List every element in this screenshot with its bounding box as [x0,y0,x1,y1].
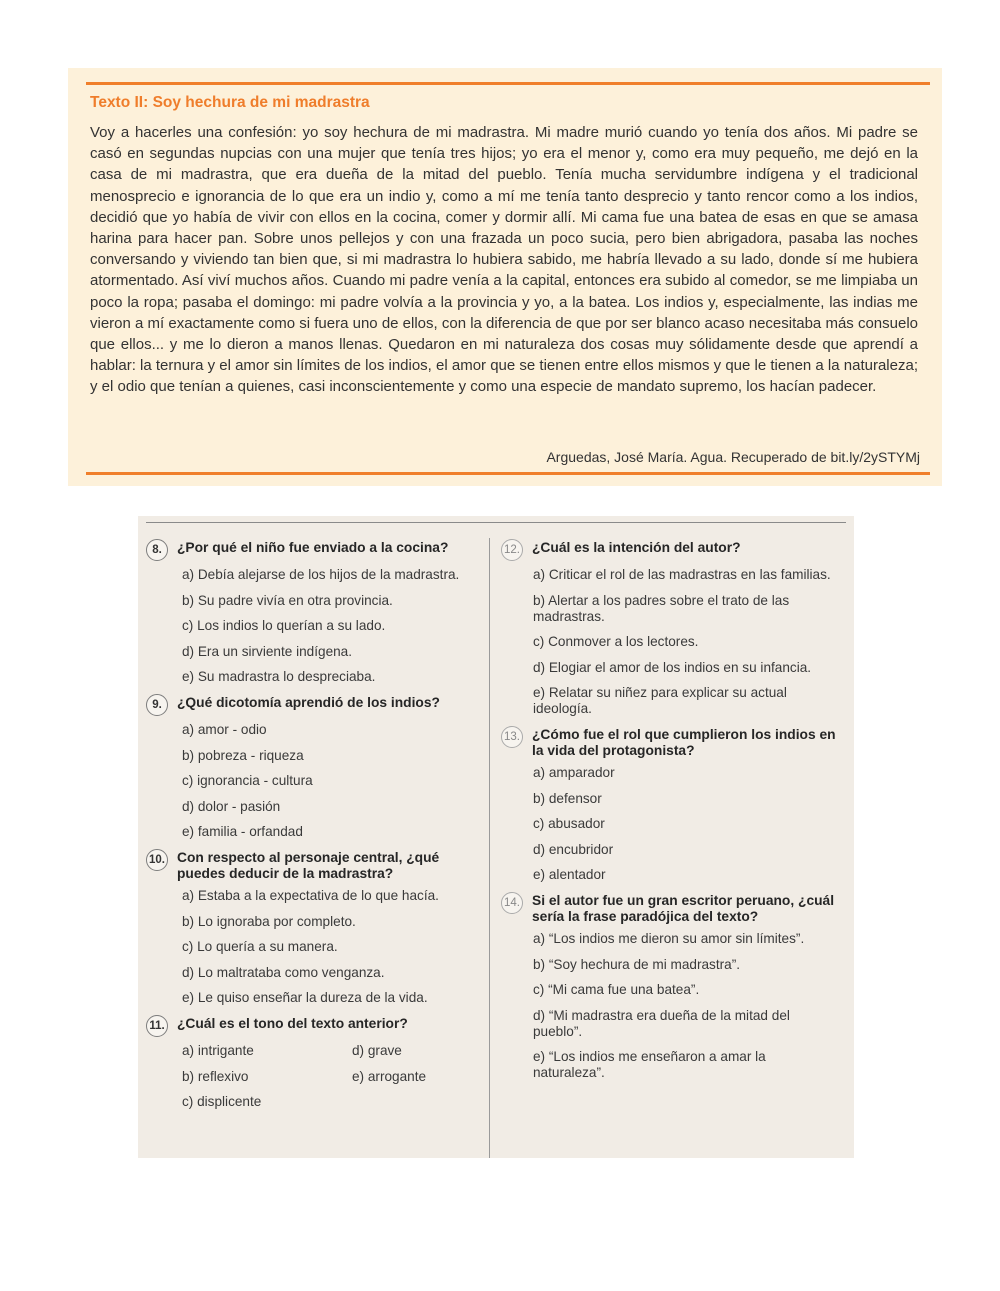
option-c[interactable]: c) Los indios lo querían a su lado. [182,618,386,634]
question-number-badge: 14. [501,892,523,914]
left-column [146,540,480,1119]
reading-title: Texto II: Soy hechura de mi madrastra [90,94,370,111]
reading-source: Arguedas, José María. Agua. Recuperado de bit.ly/2ySTYMj [546,449,920,465]
question-13 [501,727,837,883]
option-e[interactable]: e) Relatar su niñez para explicar su actual ideología. [533,685,787,717]
option-b[interactable]: b) Lo ignoraba por completo. [182,913,356,929]
option-d[interactable]: d) “Mi madrastra era dueña de la mitad del pueblo”. [533,1007,790,1039]
options-list [146,722,480,840]
question-text: Con respecto al personaje central, ¿qué puedes deducir de la madrastra? [177,849,440,881]
options-list [501,931,837,1081]
top-divider [86,82,930,85]
option-b[interactable]: b) Su padre vivía en otra provincia. [182,592,393,608]
options-grid [146,1043,480,1110]
option-c[interactable]: c) Lo quería a su manera. [182,939,338,955]
option-d[interactable]: d) Elogiar el amor de los indios en su infancia. [533,659,812,675]
question-text: ¿Cuál es la intención del autor? [532,540,741,555]
option-c[interactable]: c) abusador [533,816,605,832]
options-list [501,765,837,883]
reading-card [68,68,942,486]
question-12 [501,540,837,717]
option-e[interactable]: e) familia - orfandad [182,824,303,840]
options-list [501,567,837,717]
option-c[interactable]: c) “Mi cama fue una batea”. [533,982,700,998]
question-number-badge: 11. [146,1015,168,1037]
option-a[interactable]: a) Debía alejarse de los hijos de la madrastra. [182,567,460,582]
question-10 [146,850,480,1006]
option-d[interactable]: d) encubridor [533,841,614,857]
question-11 [146,1016,480,1110]
option-a[interactable]: a) Estaba a la expectativa de lo que hacía. [182,887,439,903]
option-b[interactable]: b) “Soy hechura de mi madrastra”. [533,956,741,972]
options-list [146,567,480,685]
question-14 [501,893,837,1081]
option-b[interactable]: b) Alertar a los padres sobre el trato de las madrastras. [533,592,790,624]
questions-panel [138,516,854,1158]
option-d[interactable]: d) Era un sirviente indígena. [182,643,353,659]
question-number-badge: 9. [146,694,168,716]
option-c[interactable]: c) Conmover a los lectores. [533,634,699,650]
option-b[interactable]: b) defensor [533,790,602,806]
option-a[interactable]: a) amor - odio [182,721,267,737]
option-e[interactable]: e) alentador [533,867,606,883]
option-b[interactable]: b) reflexivo [182,1068,249,1084]
option-a[interactable]: a) Criticar el rol de las madrastras en las familias. [533,567,831,582]
question-text: Si el autor fue un gran escritor peruano, ¿cuál sería la frase paradójica del texto? [532,892,835,924]
question-9 [146,695,480,840]
option-d[interactable]: d) Lo maltrataba como venganza. [182,964,385,980]
option-b[interactable]: b) pobreza - riqueza [182,747,304,763]
option-d[interactable]: d) dolor - pasión [182,798,281,814]
panel-top-line [146,522,846,523]
question-text: ¿Cómo fue el rol que cumplieron los indios en la vida del protagonista? [532,726,836,758]
option-c[interactable]: c) ignorancia - cultura [182,773,313,789]
option-a[interactable]: a) “Los indios me dieron su amor sin límites”. [533,930,805,946]
right-column [501,540,837,1091]
options-list [146,888,480,1006]
question-text: ¿Cuál es el tono del texto anterior? [177,1015,408,1031]
option-c[interactable]: c) displicente [182,1094,262,1110]
option-e[interactable]: e) Le quiso enseñar la dureza de la vida. [182,990,428,1006]
question-number-badge: 12. [501,539,523,561]
question-8 [146,540,480,685]
reading-body: Voy a hacerles una confesión: yo soy hechura de mi madrastra. Mi madre murió cuando yo tenía dos años. Mi padre se casó en segundas nupcias con una mujer que tenía tres hijos; yo era el menor y, como era muy pequeño, me dejó en la casa de mi madrastra, que era dueña de la mitad del pueblo. Tenía mucha servidumbre indígena y el tradicional menosprecio e ignorancia de lo que era un indio y, como a mí me tenía tanto desprecio y tanto rencor como a los indios, decidió que yo había de vivir con ellos en la cocina, comer y dormir allí. Mi cama fue una batea de esas en que se amasa harina para hacer pan. Sobre unos pellejos y con una frazada un poco sucia, pero bien abrigadora, pasaba las noches conversando y viviendo tan bien que, si mi madrastra lo hubiera sabido, me habría llevado a su lado, donde sí me hubiera atormentado. Así viví muchos años. Cuando mi padre venía a la capital, entonces era subido al comedor, se me limpiaba un poco la ropa; pasaba el domingo: mi padre volvía a la provincia y yo, a la batea. Los indios y, especialmente, las indias me vieron a mí exactamente como si fuera uno de ellos, con la diferencia de que por ser blanco acaso necesitaba más consuelo que ellos... y me lo dieron a manos llenas. Quedaron en mi naturaleza dos cosas muy sólidamente desde que aprendí a hablar: la ternura y el amor sin límites de los indios, el amor que se tienen entre ellos mismos y que le tienen a la naturaleza; y el odio que tenían a quienes, casi inconscientemente y como una especie de mandato supremo, los hacían padecer. [90,124,918,396]
column-divider [489,538,490,1158]
option-e[interactable]: e) Su madrastra lo despreciaba. [182,669,376,685]
option-e[interactable]: e) “Los indios me enseñaron a amar la naturaleza”. [533,1049,766,1081]
question-number-badge: 13. [501,726,523,748]
option-a[interactable]: a) amparador [533,764,615,780]
option-e[interactable]: e) arrogante [352,1068,427,1084]
question-text: ¿Por qué el niño fue enviado a la cocina? [177,540,449,555]
bottom-divider [86,472,930,475]
question-number-badge: 10. [146,849,168,871]
question-text: ¿Qué dicotomía aprendió de los indios? [177,694,440,710]
option-d[interactable]: d) grave [352,1042,402,1058]
question-number-badge: 8. [146,539,168,561]
option-a[interactable]: a) intrigante [182,1042,254,1058]
